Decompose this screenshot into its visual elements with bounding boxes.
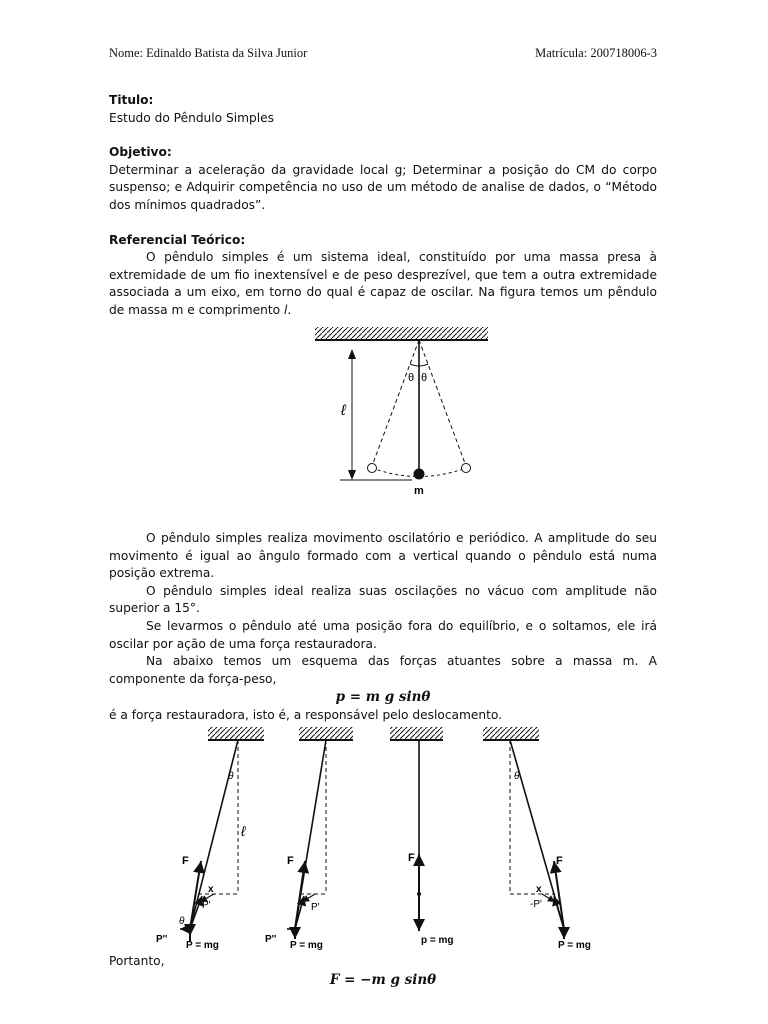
force-F-label-1: F — [182, 855, 189, 867]
P-double-label-1: P'' — [156, 934, 168, 945]
x-label-4: x — [536, 884, 542, 895]
ceiling-support — [315, 327, 488, 339]
force-F-label-2: F — [287, 855, 294, 867]
P-mg-label-4: P = mg — [558, 940, 591, 951]
referencial-paragraph-5: Na abaixo temos um esquema das forças atuantes sobre a massa m. A componente da força-peso, — [109, 654, 657, 686]
objetivo-text: Determinar a aceleração da gravidade local g; Determinar a posição do CM do corpo suspenso; e Adquirir competência no uso de um método de analise de dados, o “Método dos mínimos quadrados”. — [109, 162, 657, 212]
formula-force: F = −m g sinθ — [329, 971, 437, 988]
pendulum-left-position — [368, 464, 377, 473]
force-F-label-4: F — [556, 855, 563, 867]
document-header — [109, 46, 657, 62]
referencial-paragraph-1: O pêndulo simples é um sistema ideal, constituído por uma massa presa à extremidade de um fio inextensível e de peso desprezível, que tem a outra extremidade associada a um eixo, em torno do qual é capaz de oscilar. Na figura temos um pêndulo de massa m e comprimento l. — [109, 250, 657, 317]
x-label-1: x — [208, 884, 214, 895]
student-name: Nome: Edinaldo Batista da Silva Junior — [109, 46, 308, 60]
referencial-paragraph-4: Se levarmos o pêndulo até uma posição fora do equilíbrio, e o soltamos, ele irá oscilar por ação de uma força restauradora. — [109, 618, 657, 651]
P-double-label-2: P'' — [265, 934, 277, 945]
p-mg-label-3: p = mg — [421, 935, 454, 946]
pendulum-right-position — [462, 464, 471, 473]
forces-figure — [150, 724, 610, 954]
portanto-text: Portanto, — [109, 954, 165, 968]
document-body — [109, 92, 657, 320]
student-id: Matrícula: 200718006-3 — [535, 46, 657, 60]
pendulum-mass — [414, 469, 425, 480]
force-F-label-3: F — [408, 852, 415, 864]
referencial-paragraph-2: O pêndulo simples realiza movimento oscilatório e periódico. A amplitude do seu movimento é igual ao ângulo formado com a vertical quando o pêndulo está numa posição extrema. — [109, 531, 657, 581]
referencial-heading: Referencial Teórico: — [109, 232, 246, 247]
P-mg-label-2: P = mg — [290, 940, 323, 951]
force-diagram-3 — [390, 727, 454, 946]
length-variable: l — [283, 302, 288, 317]
objetivo-heading: Objetivo: — [109, 145, 172, 160]
P-prime-label-1: P' — [202, 900, 211, 911]
document-footer-text — [109, 953, 657, 990]
mass-label: m — [414, 485, 424, 497]
pendulum-figure — [312, 323, 492, 498]
length-label-2: ℓ — [241, 823, 246, 839]
length-label: ℓ — [341, 402, 346, 419]
theta-left-label: θ — [408, 372, 415, 384]
force-diagram-4 — [483, 727, 591, 951]
P-mg-label-1: P = mg — [186, 940, 219, 951]
theta-label-1b: θ — [179, 916, 185, 927]
titulo-heading: Titulo: — [109, 93, 154, 107]
paragraph-1-text: O pêndulo simples é um sistema ideal, constituído por uma massa presa à extremidade de um fio inextensível e de peso desprezível, que tem a outra extremidade associada a um eixo, em torno do qual é capaz de oscilar. Na figura temos um pêndulo de massa m e comprimento — [109, 250, 657, 317]
referencial-paragraph-3: O pêndulo simples ideal realiza suas oscilações no vácuo com amplitude não superior a 15°. — [109, 583, 657, 616]
titulo-text: Estudo do Pêndulo Simples — [109, 110, 274, 125]
force-diagram-1 — [156, 727, 264, 951]
formula-restoring-force: p = m g sinθ — [335, 689, 431, 706]
theta-label-4: θ — [514, 771, 520, 782]
theta-label-1: θ — [228, 771, 234, 782]
referencial-paragraph-6: é a força restauradora, isto é, a responsável pelo deslocamento. — [109, 708, 502, 723]
P-neg-prime-label-4: -P' — [530, 899, 542, 910]
force-diagram-2 — [265, 727, 353, 951]
P-prime-label-2: P' — [311, 902, 320, 913]
theta-right-label: θ — [421, 372, 428, 384]
document-body-continued — [109, 530, 657, 725]
